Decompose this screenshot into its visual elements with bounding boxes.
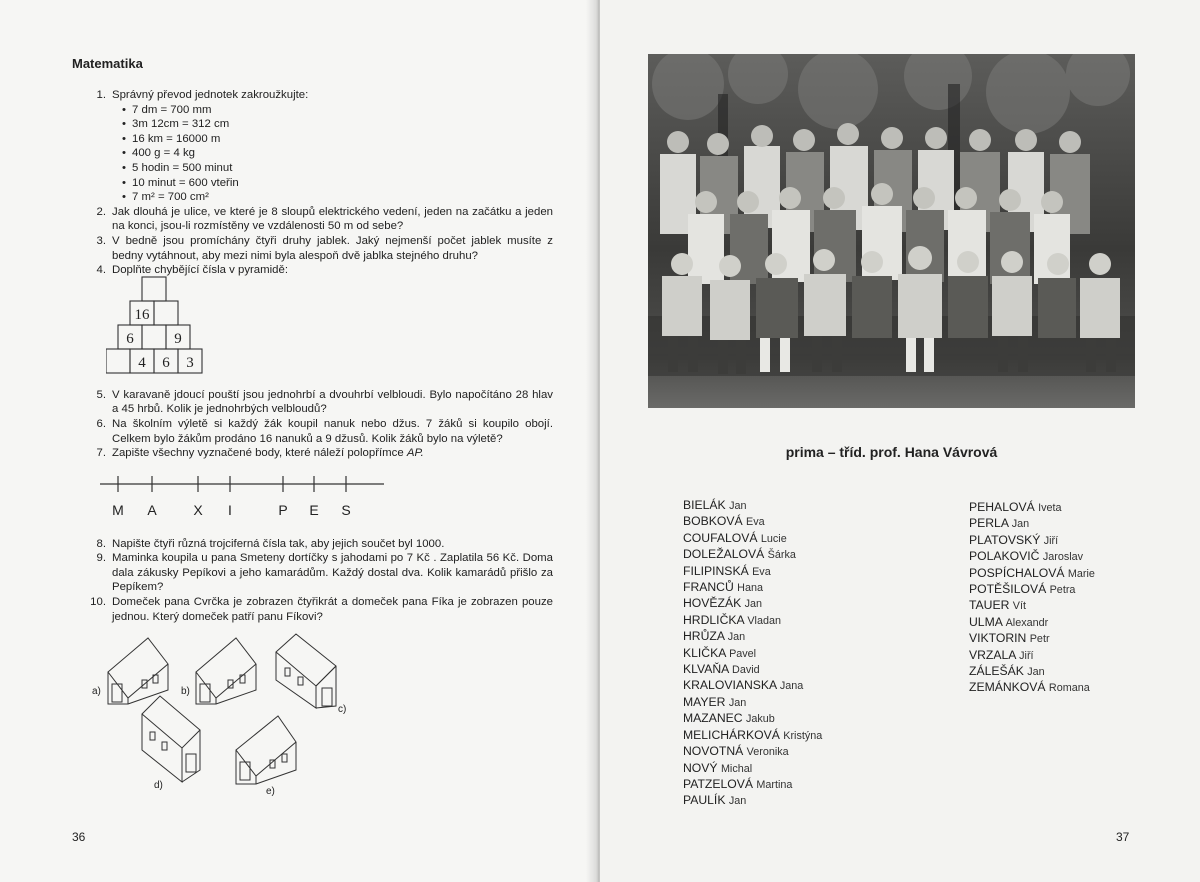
list-item: FILIPINSKÁ Eva [683, 563, 771, 578]
pyramid-value: 9 [174, 331, 182, 347]
exercise-9 [88, 551, 553, 595]
list-item: MAYER Jan [683, 694, 747, 709]
house-label: d) [154, 780, 163, 791]
pyramid-cell [154, 301, 178, 325]
page-heading: Matematika [72, 56, 143, 71]
list-item: HOVĚZÁK Jan [683, 596, 763, 611]
list-item: KLVAŇA David [683, 662, 760, 677]
list-item: • 400 g = 4 kg [122, 146, 553, 161]
list-item: PERLA Jan [969, 516, 1030, 531]
unit-conversion-list [112, 103, 553, 205]
house-a [92, 638, 168, 704]
list-item: • 5 hodin = 500 minut [122, 161, 553, 176]
exercise-6 [88, 417, 553, 446]
houses-figure [90, 632, 360, 802]
pyramid-cell [106, 349, 130, 373]
point-label: A [147, 502, 157, 518]
point-label: S [341, 502, 351, 518]
house-c [276, 634, 346, 715]
list-item: MAZANEC Jakub [683, 711, 775, 726]
exercise-text: Správný převod jednotek zakroužkujte: [112, 89, 309, 101]
pyramid-value: 4 [138, 355, 146, 371]
house-e [236, 716, 296, 797]
list-item: POSPÍCHALOVÁ Marie [969, 565, 1095, 580]
exercise-number: 4. [96, 264, 106, 277]
list-item: BIELÁK Jan [683, 498, 747, 512]
exercise-text-italic: AP. [406, 447, 424, 460]
exercise-text: V bedně jsou promíchány čtyři druhy jablek. Jaký nejmenší počet jablek musíte z bedny vytáhnout, aby mezi nimi byla alespoň dvě jablka stejného druhu? [112, 234, 553, 262]
point-label: I [228, 502, 232, 518]
exercise-number: 9. [96, 552, 106, 565]
list-item: • 7 dm = 700 mm [122, 103, 553, 118]
list-item: PATZELOVÁ Martina [683, 776, 793, 791]
exercise-8 [88, 537, 553, 552]
house-b [181, 638, 256, 704]
names-column-1 [683, 498, 822, 810]
exercise-text: Na školním výletě si každý žák koupil nanuk nebo džus. 7 žáků si koupilo obojí. Celkem bylo žákům prodáno 16 nanuků a 9 džusů. Kolik žáků bylo na výletě? [112, 417, 553, 445]
list-item: POTĚŠILOVÁ Petra [969, 582, 1076, 597]
number-pyramid [106, 276, 216, 376]
list-item: ZEMÁNKOVÁ Romana [969, 680, 1090, 695]
list-item: • 16 km = 16000 m [122, 132, 553, 147]
exercise-text: Jak dlouhá je ulice, ve které je 8 sloupů elektrického vedení, jeden na začátku a jeden na konci, jsou-li rozmístěny ve vzdálenosti 50 m od sebe? [112, 205, 553, 233]
list-item: PEHALOVÁ Iveta [969, 500, 1062, 514]
point-label: E [309, 502, 319, 518]
exercise-number: 6. [96, 417, 106, 430]
exercise-10 [88, 595, 553, 624]
exercise-text: Doplňte chybějící čísla v pyramidě: [112, 264, 288, 277]
exercise-number: 3. [96, 234, 106, 247]
exercise-text: Zapište všechny vyznačené body, které náleží polopřímce [112, 447, 407, 460]
exercise-text: Maminka koupila u pana Smeteny dortíčky s jahodami po 7 Kč . Zaplatila 56 Kč. Doma dala zákusky Pepíkovi a jeho kamarádům. Každý dostal dva. Kolik kamarádů přišlo za Pepíkem? [112, 552, 553, 594]
point-label: M [112, 502, 124, 518]
point-label: X [193, 502, 203, 518]
exercise-2 [88, 205, 553, 234]
house-label: e) [266, 786, 275, 797]
page-number: 37 [1116, 830, 1130, 844]
exercise-text: Napište čtyři různá trojciferná čísla tak, aby jejich součet byl 1000. [112, 537, 445, 550]
pyramid-value: 16 [134, 307, 150, 323]
exercise-number: 1. [96, 89, 106, 101]
names-column-2 [969, 500, 1095, 697]
house-label: a) [92, 686, 101, 697]
list-item: VIKTORIN Petr [969, 631, 1050, 646]
list-item: NOVÝ Michal [683, 760, 753, 775]
list-item: • 10 minut = 600 vteřin [122, 176, 553, 191]
house-label: b) [181, 686, 190, 697]
exercise-text: Domeček pana Cvrčka je zobrazen čtyřikrát a domeček pana Fíka je zobrazen pouze jednou. Který domeček patří panu Fíkovi? [112, 596, 553, 623]
list-item: KLIČKA Pavel [683, 645, 757, 660]
left-page [0, 0, 598, 882]
list-item: ZÁLEŠÁK Jan [969, 664, 1045, 679]
exercise-number: 5. [96, 388, 106, 401]
list-item: PAULÍK Jan [683, 793, 747, 808]
house-d [142, 696, 200, 791]
point-label: P [278, 502, 288, 518]
pyramid-value: 6 [162, 355, 170, 371]
page-number: 36 [72, 830, 86, 844]
list-item: MELICHÁRKOVÁ Kristýna [683, 727, 823, 742]
exercise-5 [88, 388, 553, 417]
exercise-number: 2. [96, 205, 106, 218]
list-item: POLAKOVIČ Jaroslav [969, 549, 1084, 564]
house-label: c) [338, 704, 347, 715]
list-item: • 3m 12cm = 312 cm [122, 117, 553, 132]
list-item: ULMA Alexandr [969, 614, 1049, 629]
list-item: HRŮZA Jan [683, 629, 746, 644]
list-item: BOBKOVÁ Eva [683, 514, 765, 529]
list-item: COUFALOVÁ Lucie [683, 530, 787, 545]
pyramid-value: 6 [126, 331, 134, 347]
exercise-3 [88, 234, 553, 263]
exercise-number: 10. [90, 596, 106, 609]
list-item: • 7 m² = 700 cm² [122, 190, 553, 205]
number-line [100, 470, 390, 522]
list-item: HRDLIČKA Vladan [683, 612, 781, 627]
list-item: DOLEŽALOVÁ Šárka [683, 547, 796, 562]
exercise-number: 7. [96, 447, 106, 460]
exercise-number: 8. [96, 537, 106, 550]
photo-caption: prima – tříd. prof. Hana Vávrová [785, 444, 998, 460]
exercise-7 [88, 446, 553, 461]
class-photo [648, 54, 1135, 408]
list-item: FRANCŮ Hana [683, 580, 763, 595]
pyramid-value: 3 [186, 355, 194, 371]
list-item: TAUER Vít [969, 598, 1026, 613]
list-item: KRALOVIANSKA Jana [683, 678, 804, 693]
pyramid-cell [142, 277, 166, 301]
exercise-1 [88, 88, 553, 205]
list-item: NOVOTNÁ Veronika [683, 744, 789, 759]
exercise-text: V karavaně jdoucí pouští jsou jednohrbí a dvouhrbí velbloudi. Bylo napočítáno 28 hlav a 45 hrbů. Kolik je jednohrbých velbloudů? [112, 388, 553, 416]
pyramid-cell [142, 325, 166, 349]
list-item: VRZALA Jiří [969, 647, 1034, 662]
list-item: PLATOVSKÝ Jiří [969, 532, 1059, 547]
